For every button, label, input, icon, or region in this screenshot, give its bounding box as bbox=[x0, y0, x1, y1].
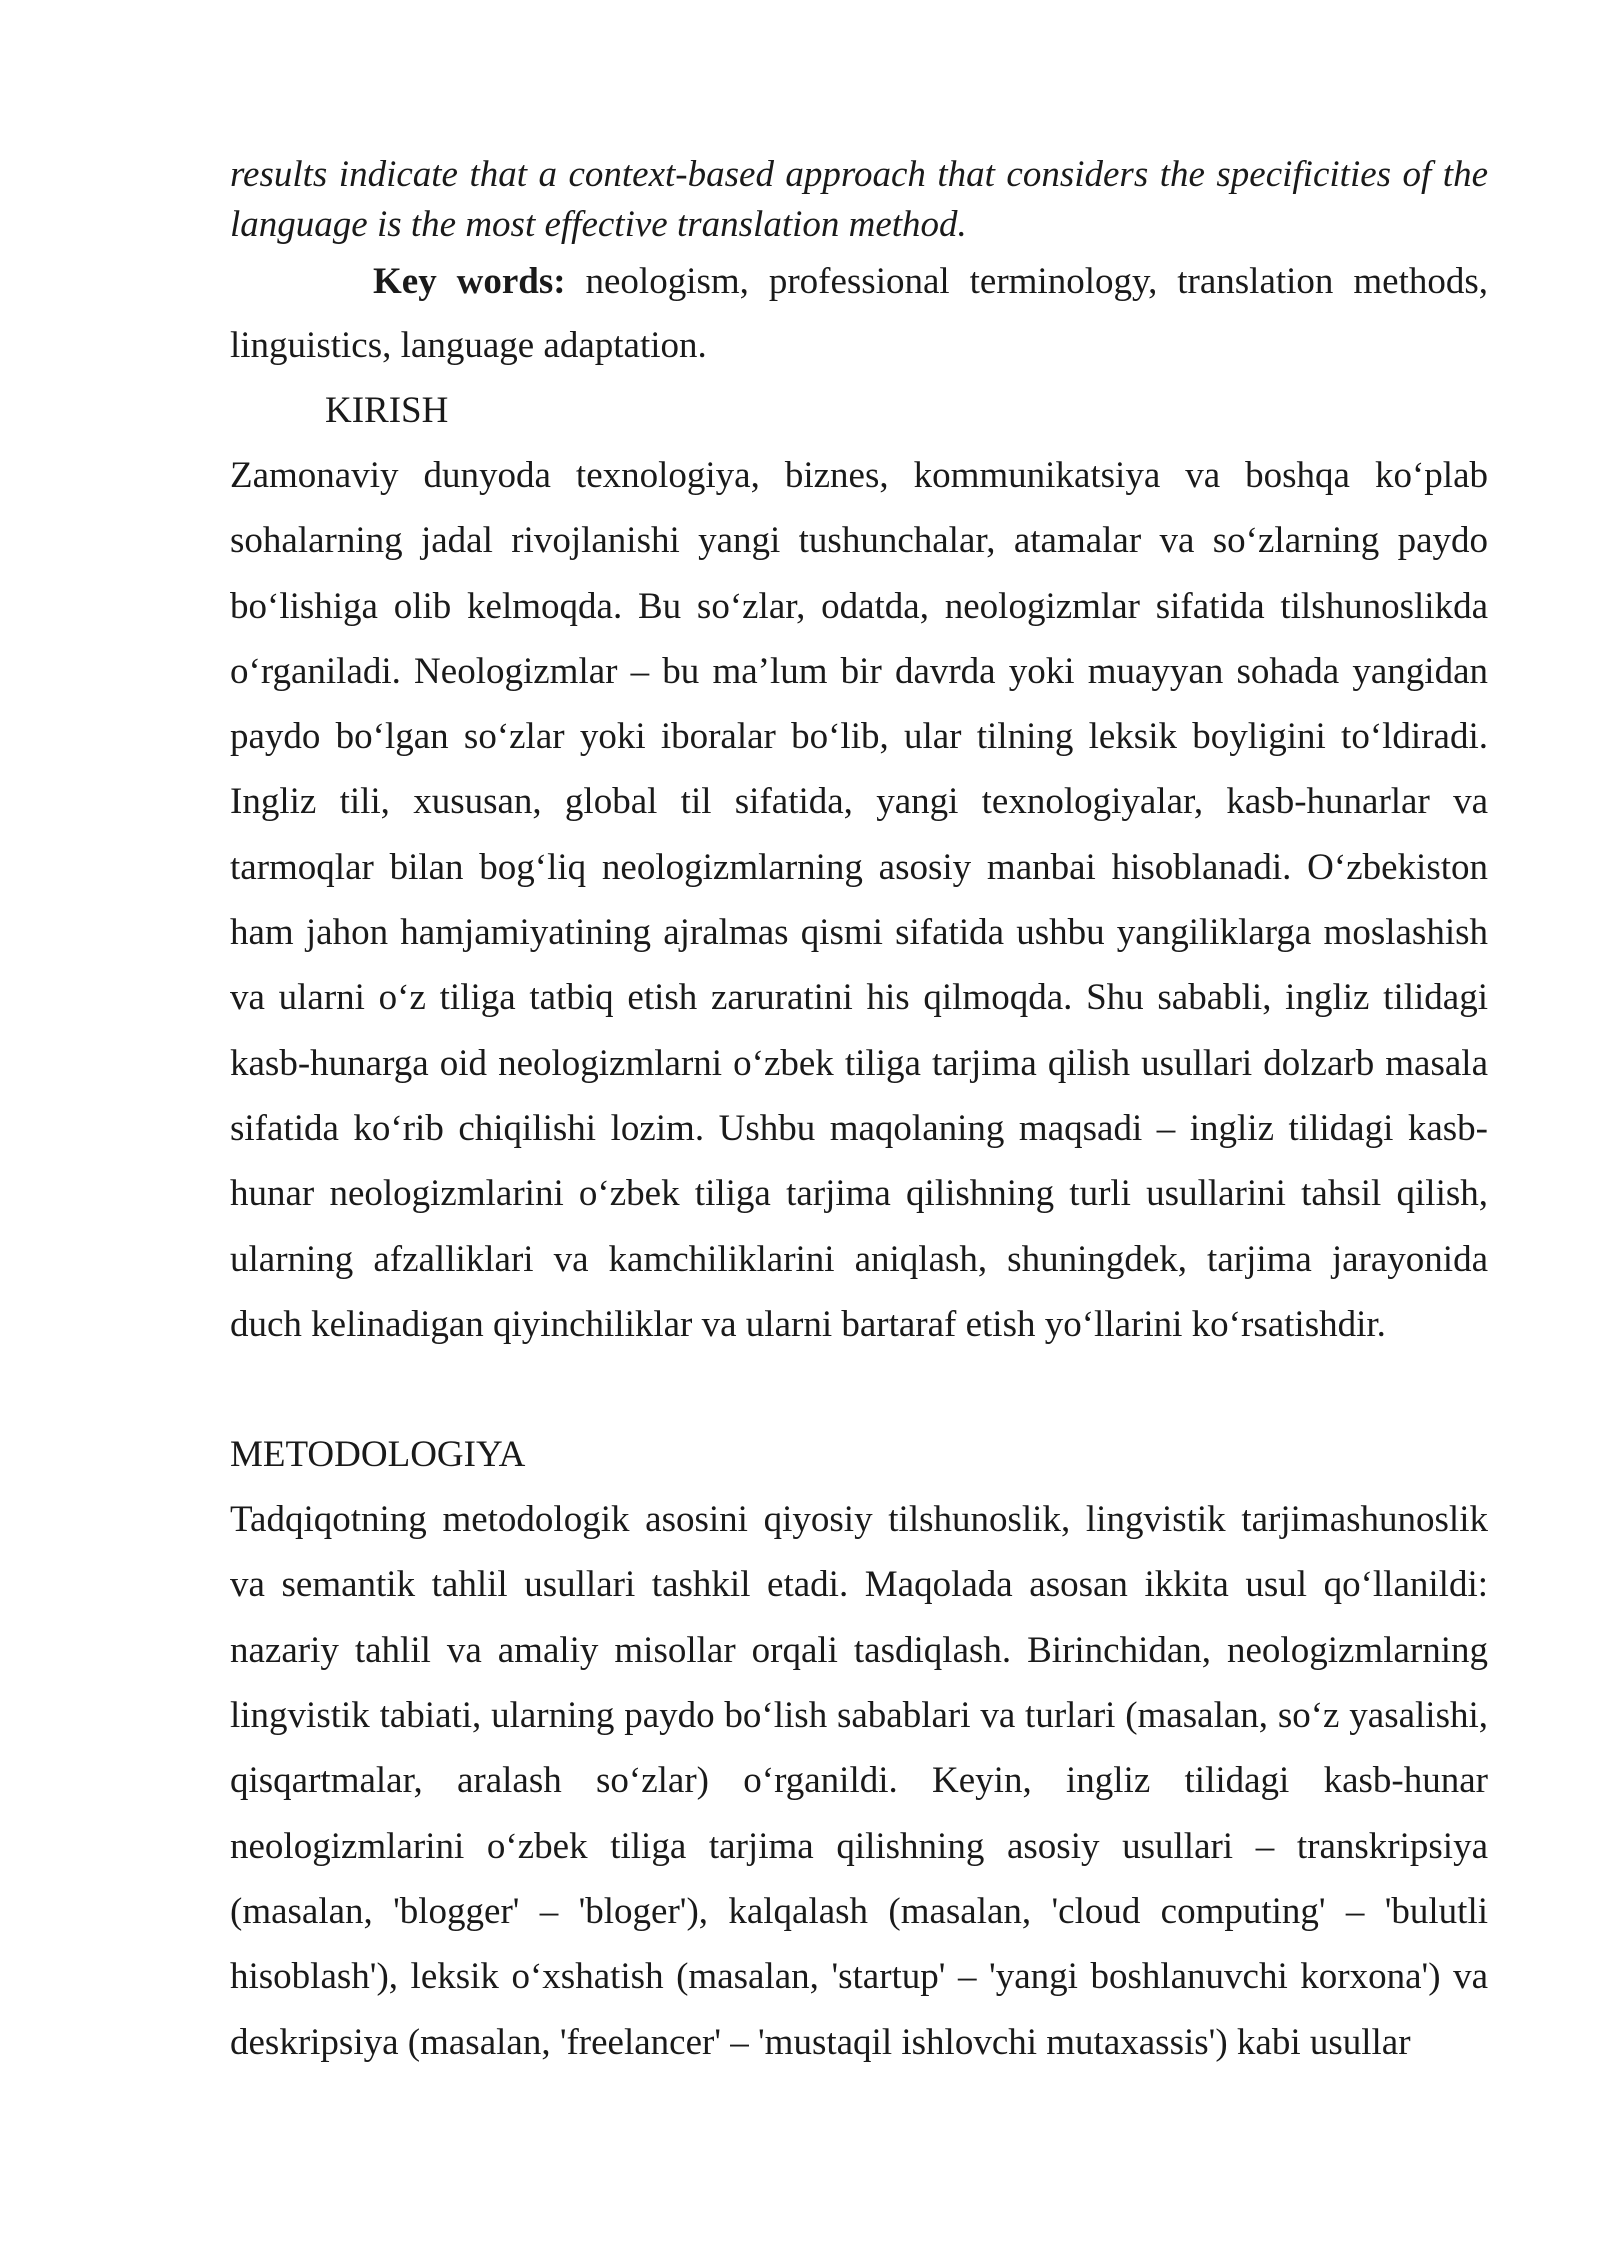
methodology-paragraph: Tadqiqotning metodologik asosini qiyosiy tilshunoslik, lingvistik tarjimashunoslik va semantik tahlil usullari tashkil etadi. Maqolada asosan ikkita usul qo‘llanildi: nazariy tahlil va amaliy misollar orqali tasdiqlash. Birinchidan, neologizmlarning lingvistik tabiati, ularning paydo bo‘lish sabablari va turlari (masalan, so‘z yasalishi, qisqartmalar, aralash so‘zlar) o‘rganildi. Keyin, ingliz tilidagi kasb-hunar neologizmlarini o‘zbek tiliga tarjima qilishning asosiy usullari – transkripsiya (masalan, 'blogger' – 'bloger'), kalqalash (masalan, 'cloud computing' – 'bulutli hisoblash'), leksik o‘xshatish (masalan, 'startup' – 'yangi boshlanuvchi korxona') va deskripsiya (masalan, 'freelancer' – 'mustaqil ishlovchi mutaxassis') kabi usullar bbox=[230, 1499, 1488, 2063]
section-spacer bbox=[230, 1357, 1488, 1422]
introduction-paragraph: Zamonaviy dunyoda texnologiya, biznes, kommunikatsiya va boshqa ko‘plab sohalarning jadal rivojlanishi yangi tushunchalar, atamalar va so‘zlarning paydo bo‘lishiga olib kelmoqda. Bu so‘zlar, odatda, neologizmlar sifatida tilshunoslikda o‘rganiladi. Neologizmlar – bu ma’lum bir davrda yoki muayyan sohada yangidan paydo bo‘lgan so‘zlar yoki iboralar bo‘lib, ular tilning leksik boyligini to‘ldiradi. Ingliz tili, xususan, global til sifatida, yangi texnologiyalar, kasb-hunarlar va tarmoqlar bilan bog‘liq neologizmlarning asosiy manbai hisoblanadi. O‘zbekiston ham jahon hamjamiyatining ajralmas qismi sifatida ushbu yangiliklarga moslashish va ularni o‘z tiliga tatbiq etish zaruratini his qilmoqda. Shu sababli, ingliz tilidagi kasb-hunarga oid neologizmlarni o‘zbek tiliga tarjima qilish usullari dolzarb masala sifatida ko‘rib chiqilishi lozim. Ushbu maqolaning maqsadi – ingliz tilidagi kasb-hunar neologizmlarini o‘zbek tiliga tarjima qilishning turli usullarini tahsil qilish, ularning afzalliklari va kamchiliklarini aniqlash, shuningdek, tarjima jarayonida duch kelinadigan qiyinchiliklar va ularni bartaraf etish yo‘llarini ko‘rsatishdir. bbox=[230, 455, 1488, 1345]
keywords-paragraph bbox=[230, 250, 1488, 378]
document-page bbox=[230, 150, 1488, 2075]
abstract-conclusion: results indicate that a context-based approach that considers the specificities of the language is the most effective translation method. bbox=[230, 154, 1488, 245]
keywords-text: neologism, professional terminology, translation methods, linguistics, language adaptation. bbox=[230, 261, 1488, 366]
methodology-heading: METODOLOGIYA bbox=[230, 1434, 526, 1476]
keywords-label: Key words: bbox=[373, 261, 566, 302]
introduction-heading: KIRISH bbox=[325, 390, 449, 431]
